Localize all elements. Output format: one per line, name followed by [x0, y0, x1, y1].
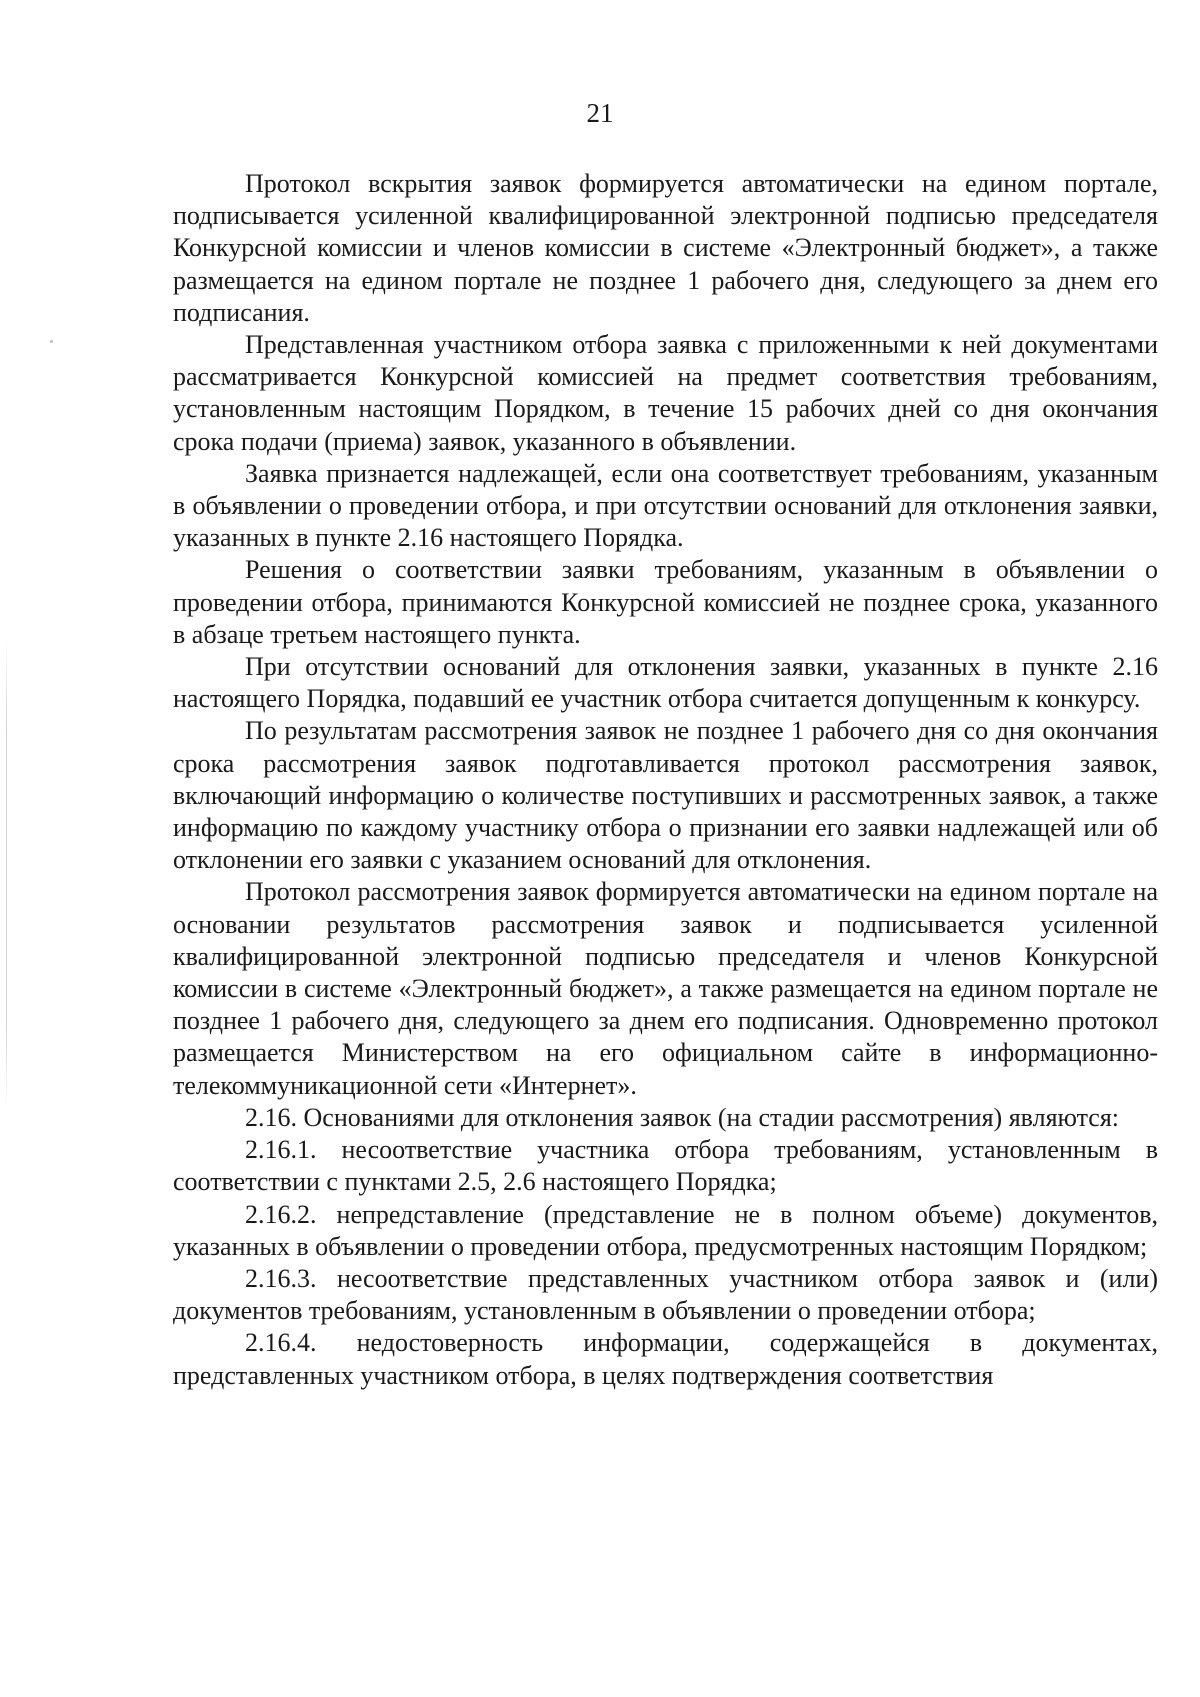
paragraph-decisions: Решения о соответствии заявки требованиям, указанным в объявлении о проведении отбора, принимаются Конкурсной комиссией не позднее срока, указанного в абзаце третьем настоящего пункта.: [173, 555, 1158, 649]
paragraph-admission: При отсутствии оснований для отклонения заявки, указанных в пункте 2.16 настоящего Порядка, подавший ее участник отбора считается допущенным к конкурсу.: [173, 652, 1158, 714]
paragraph-protocol-opening: Протокол вскрытия заявок формируется автоматически на едином портале, подписывается усиленной квалифицированной электронной подписью председателя Конкурсной комиссии и членов комиссии в системе «Электронный бюджет», а также размещается на едином портале не позднее 1 рабочего дня, следующего за днем его подписания.: [173, 169, 1158, 327]
clause-2-16-2: 2.16.2. непредставление (представление не в полном объеме) документов, указанных в объявлении о проведении отбора, предусмотренных настоящим Порядком;: [173, 1199, 1158, 1261]
clause-2-16-1: 2.16.1. несоответствие участника отбора требованиям, установленным в соответствии с пунктами 2.5, 2.6 настоящего Порядка;: [173, 1135, 1158, 1197]
clause-2-16: 2.16. Основаниями для отклонения заявок (на стадии рассмотрения) являются:: [245, 1102, 1120, 1132]
scan-edge-shadow: [6, 640, 7, 1110]
clause-2-16-3: 2.16.3. несоответствие представленных участником отбора заявок и (или) документов требованиям, установленным в объявлении о проведении отбора;: [173, 1263, 1158, 1326]
scan-speck: [50, 340, 53, 343]
paragraph-review-protocol-publication: Протокол рассмотрения заявок формируется автоматически на едином портале на основании результатов рассмотрения заявок и подписывается усиленной квалифицированной электронной подписью председателя и членов Конкурсной комиссии в системе «Электронный бюджет», а также размещается на едином портале не позднее 1 рабочего дня, следующего за днем его подписания. Одновременно протокол размещается Министерством на его официальном сайте в информационно-телекоммуникационной сети «Интернет».: [173, 877, 1158, 1100]
document-body: [173, 168, 1158, 1392]
paragraph-review-protocol-preparation: По результатам рассмотрения заявок не позднее 1 рабочего дня со дня окончания срока рассмотрения заявок подготавливается протокол рассмотрения заявок, включающий информацию о количестве поступивших и рассмотренных заявок, а также информацию по каждому участнику отбора о признании его заявки надлежащей или об отклонении его заявки с указанием оснований для отклонения.: [173, 716, 1158, 875]
clause-2-16-4: 2.16.4. недостоверность информации, содержащейся в документах, представленных участником отбора, в целях подтверждения соответствия: [173, 1328, 1158, 1390]
paragraph-application-review: Представленная участником отбора заявка с приложенными к ней документами рассматривается Конкурсной комиссией на предмет соответствия требованиям, установленным настоящим Порядком, в течение 15 рабочих дней со дня окончания срока подачи (приема) заявок, указанного в объявлении.: [173, 330, 1158, 456]
paragraph-application-proper: Заявка признается надлежащей, если она соответствует требованиям, указанным в объявлении о проведении отбора, и при отсутствии оснований для отклонения заявки, указанных в пункте 2.16 настоящего Порядка.: [173, 458, 1158, 553]
page-number: 21: [586, 98, 614, 128]
